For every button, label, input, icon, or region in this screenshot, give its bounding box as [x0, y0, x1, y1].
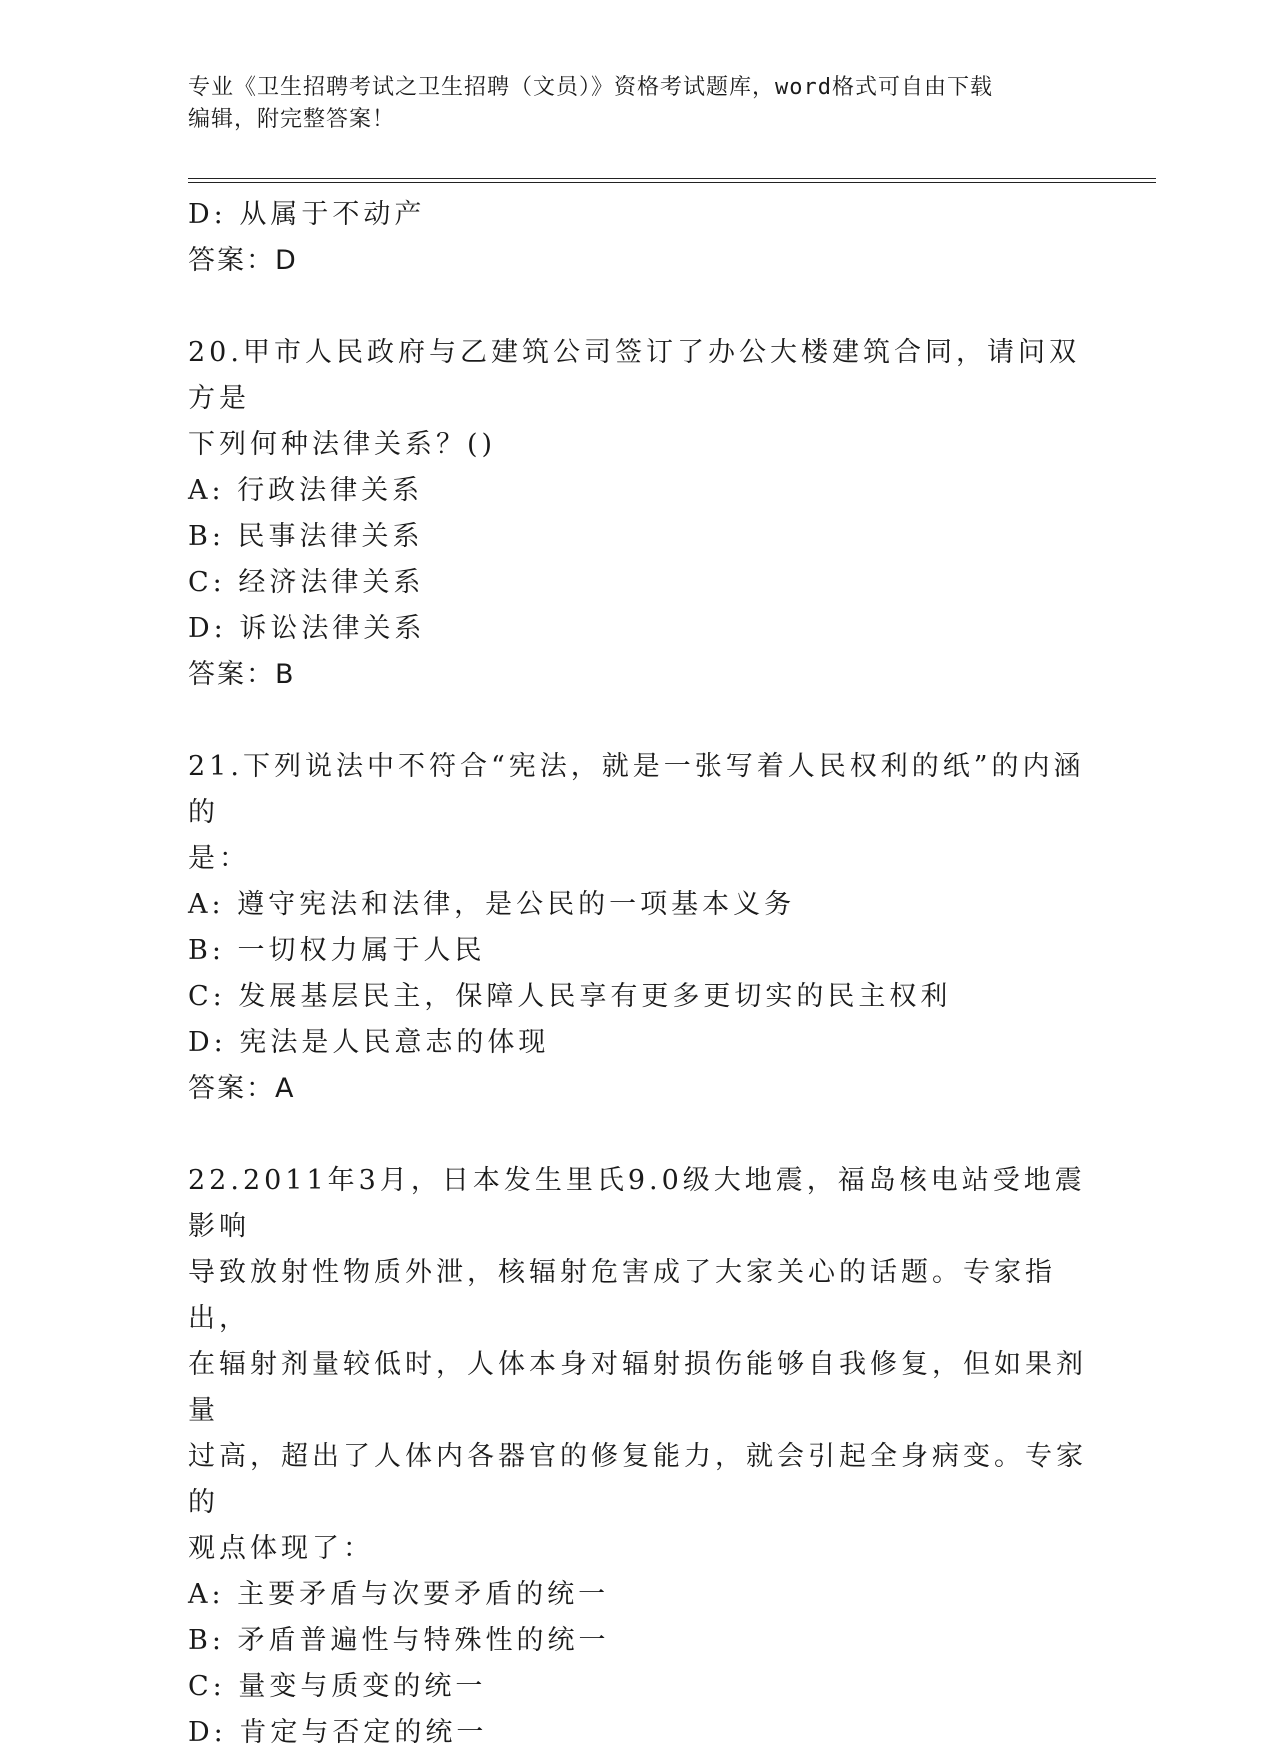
option-d: D: 肯定与否定的统一: [188, 1717, 488, 1748]
option-d: D: 诉讼法律关系: [188, 613, 426, 644]
answer: 答案：A: [188, 1073, 296, 1104]
option-a: A: 遵守宪法和法律，是公民的一项基本义务: [188, 889, 796, 920]
answer: 答案：B: [188, 659, 296, 690]
previous-option-d: D: 从属于不动产: [188, 199, 426, 230]
question-22: [188, 1158, 1088, 1756]
header-divider: [188, 178, 1156, 183]
previous-answer: 答案：D: [188, 245, 298, 276]
question-20: [188, 330, 1088, 698]
spacer: [188, 1112, 1088, 1158]
option-d: D: 宪法是人民意志的体现: [188, 1027, 550, 1058]
question-stem-line: 20.甲市人民政府与乙建筑公司签订了办公大楼建筑合同，请问双方是: [188, 337, 1080, 414]
question-stem-line: 过高，超出了人体内各器官的修复能力，就会引起全身病变。专家的: [188, 1441, 1087, 1518]
document-header: [188, 72, 1088, 136]
option-b: B: 一切权力属于人民: [188, 935, 486, 966]
question-stem-line: 在辐射剂量较低时，人体本身对辐射损伤能够自我修复，但如果剂量: [188, 1349, 1087, 1426]
option-c: C: 量变与质变的统一: [188, 1671, 487, 1702]
spacer: [188, 284, 1088, 330]
option-a: A: 主要矛盾与次要矛盾的统一: [188, 1579, 610, 1610]
spacer: [188, 698, 1088, 744]
question-stem-line: 下列何种法律关系？(): [188, 429, 497, 460]
option-c: C: 发展基层民主，保障人民享有更多更切实的民主权利: [188, 981, 952, 1012]
question-stem-line: 是：: [188, 843, 250, 874]
option-b: B: 民事法律关系: [188, 521, 424, 552]
option-a: A: 行政法律关系: [188, 475, 424, 506]
header-line-1: 专业《卫生招聘考试之卫生招聘（文员）》资格考试题库，word格式可自由下载: [188, 75, 993, 100]
header-line-2: 编辑，附完整答案！: [188, 107, 396, 132]
question-stem-line: 22.2011年3月，日本发生里氏9.0级大地震，福岛核电站受地震影响: [188, 1165, 1086, 1242]
question-content: [188, 192, 1088, 1756]
question-stem-line: 观点体现了：: [188, 1533, 374, 1564]
option-c: C: 经济法律关系: [188, 567, 425, 598]
question-stem-line: 导致放射性物质外泄，核辐射危害成了大家关心的话题。专家指出，: [188, 1257, 1056, 1334]
option-b: B: 矛盾普遍性与特殊性的统一: [188, 1625, 610, 1656]
question-stem-line: 21.下列说法中不符合“宪法，就是一张写着人民权利的纸”的内涵的: [188, 751, 1085, 828]
question-21: [188, 744, 1088, 1112]
